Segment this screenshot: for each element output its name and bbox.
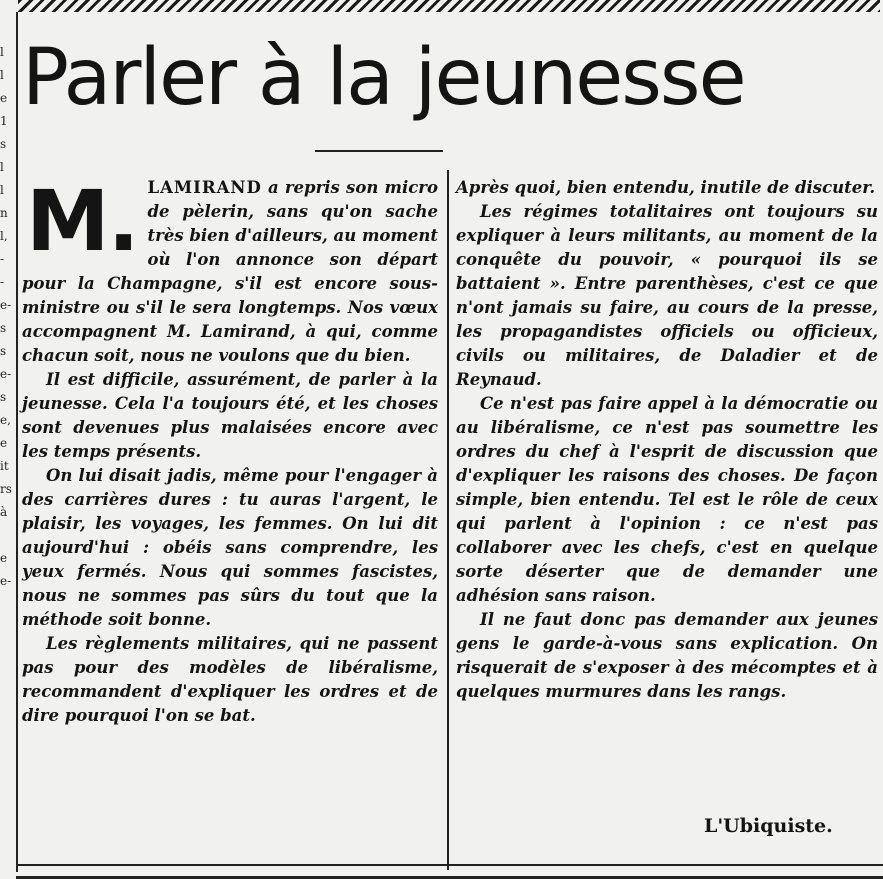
paragraph-1 (22, 172, 438, 368)
edge-fragment: e- (0, 298, 12, 312)
edge-fragment: l (0, 160, 4, 174)
left-column-rule (16, 12, 18, 872)
edge-fragment: e (0, 91, 8, 105)
article-right-column (456, 176, 878, 704)
lead-word: LAMIRAND (147, 178, 262, 197)
paragraph-4: Les règlements militaires, qui ne passent pas pour des modèles de libéralisme, recommandent d'expliquer les ordres et de dire pourquoi l'on se bat. (22, 634, 438, 725)
paragraph-7: Ce n'est pas faire appel à la démocratie ou au libéralisme, ce n'est pas soumettre les ordres du chef à l'esprit de discussion que d'expliquer les raisons des choses. De façon simple, bien entendu. Tel est le rôle de ceux qui parlent à l'opinion : ce n'est pas collaborer avec les chefs, c'est en quelque sorte déserter que de demander une adhésion sans raison. (456, 394, 878, 605)
edge-fragment: s (0, 344, 7, 358)
edge-fragment: l (0, 68, 4, 82)
edge-fragment: e, (0, 413, 11, 427)
edge-fragment: - (0, 275, 5, 289)
article-headline: Parler à la jeunesse (22, 33, 745, 123)
edge-fragment: e (0, 436, 8, 450)
edge-fragment: e- (0, 574, 12, 588)
edge-fragment: l (0, 45, 4, 59)
edge-fragment: 1 (0, 114, 8, 128)
drop-cap: M. (26, 172, 138, 270)
edge-fragment: s (0, 390, 7, 404)
top-decorative-rule (18, 0, 880, 12)
article-left-column (22, 172, 438, 728)
paragraph-5: Après quoi, bien entendu, inutile de discuter. (456, 178, 876, 197)
headline-underline (315, 150, 443, 152)
edge-fragment: e (0, 551, 8, 565)
edge-fragment: rs (0, 482, 12, 496)
column-divider (447, 170, 449, 870)
bottom-rule (16, 864, 883, 879)
paragraph-2: Il est difficile, assurément, de parler à la jeunesse. Cela l'a toujours été, et les choses sont devenues plus malaisées encore avec les temps présents. (22, 370, 438, 461)
edge-fragment: n (0, 206, 8, 220)
edge-fragment: - (0, 252, 5, 266)
edge-fragment (0, 523, 16, 546)
paragraph-3: On lui disait jadis, même pour l'engager à des carrières dures : tu auras l'argent, le plaisir, les voyages, les femmes. On lui dit aujourd'hui : obéis sans comprendre, les yeux fermés. Nous qui sommes fascistes, nous ne sommes pas sûrs du tout que la méthode soit bonne. (22, 466, 438, 629)
edge-fragment: it (0, 459, 9, 473)
paragraph-1-text: a repris son micro de pèlerin, sans qu'on sache très bien d'ailleurs, au moment où l'on annonce son départ pour la Champagne, s'il est encore sous-ministre ou s'il le sera longtemps. Nos vœux accompagnent M. Lamirand, à qui, comme chacun soit, nous ne voulons que du bien. (22, 178, 438, 365)
edge-fragment: l, (0, 229, 8, 243)
adjacent-column-fragments (0, 40, 16, 879)
edge-fragment: e- (0, 367, 12, 381)
author-signature: L'Ubiquiste. (704, 815, 833, 837)
paragraph-6: Les régimes totalitaires ont toujours su expliquer à leurs militants, au moment de la conquête du pouvoir, « pourquoi ils se battaient ». Entre parenthèses, c'est ce que n'ont jamais su faire, au cours de la presse, les propagandistes officiels ou officieux, civils ou militaires, de Daladier et de Reynaud. (456, 202, 878, 389)
edge-fragment: l (0, 183, 4, 197)
edge-fragment: à (0, 505, 8, 519)
edge-fragment: s (0, 321, 7, 335)
paragraph-8: Il ne faut donc pas demander aux jeunes gens le garde-à-vous sans explication. On risquerait de s'exposer à des mécomptes et à quelques murmures dans les rangs. (456, 610, 878, 701)
edge-fragment: s (0, 137, 7, 151)
